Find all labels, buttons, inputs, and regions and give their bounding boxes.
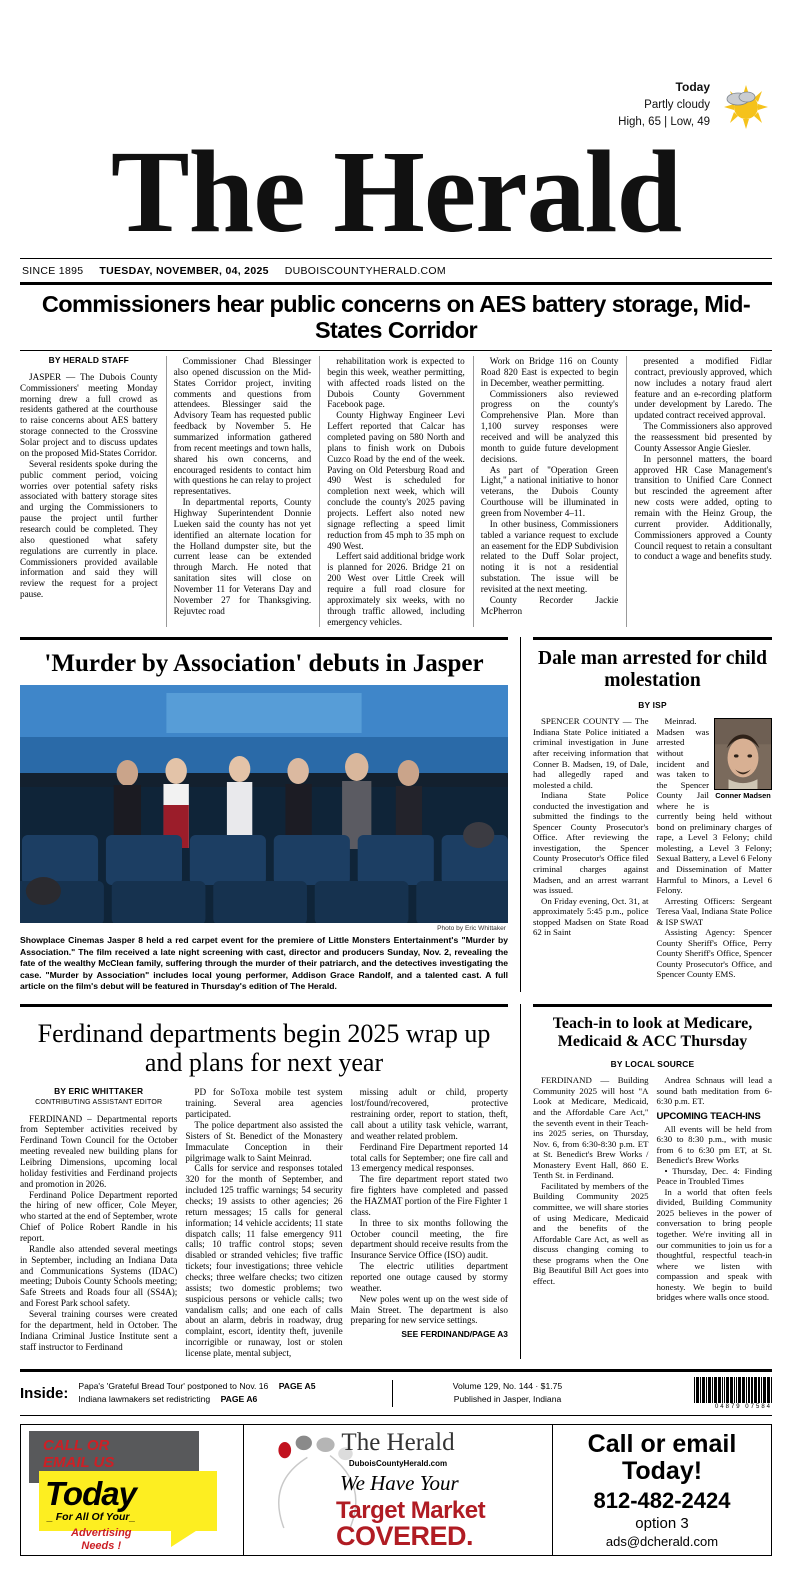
paragraph: The police department also assisted the Sisters of St. Benedict of the Monastery Immaculate Conception in their pilgrimage walk to Saint Meinrad.	[185, 1120, 343, 1163]
weather-condition: Partly cloudy	[644, 98, 710, 111]
ad-forall-text: _ For All Of Your_	[47, 1510, 136, 1523]
paragraph: County Recorder Jackie McPherron	[480, 594, 619, 616]
teachin-column-2	[657, 1075, 773, 1302]
paragraph: Meinrad. Madsen was arrested without incident and was taken to the Spencer County Jail where he is currently being held without bond on preliminary charges of rape, a Level 3 Felony; child molesting, a Level 3 Felony; Sexual Battery, a Level 6 Felony and Dissemination of Matter Harmful to Minors, a Level 6 Felony.	[656, 716, 772, 896]
paragraph: Ferdinand Police Department reported the hiring of new officer, Cole Meyer, who started at the end of September, wrote Chief of Police Robert Randle in his report.	[20, 1189, 178, 1244]
lead-story-columns	[20, 356, 772, 627]
inside-item-page: PAGE A5	[278, 1381, 316, 1392]
lead-column-3	[319, 356, 465, 627]
ad-left-panel	[21, 1425, 243, 1555]
teachin-byline: BY LOCAL SOURCE	[610, 1059, 695, 1070]
ad-target-market-text: Target Market	[336, 1496, 486, 1524]
lead-byline: BY HERALD STAFF	[48, 355, 129, 365]
paragraph: Several residents spoke during the public comment period, voicing worries over potential safety risks associated with battery storage sites and urging the Commissioners to pause the project until further research could be completed. They also questioned what safety regulations are currently in place. Commissioners provided available information and said they will review the request for a project pause.	[20, 458, 158, 600]
theater-premiere-photo	[20, 685, 508, 923]
since-label: SINCE 1895	[22, 265, 84, 278]
masthead-title: The Herald	[110, 126, 682, 258]
inside-item-text: Papa's 'Grateful Bread Tour' postponed to Nov. 16	[78, 1381, 269, 1392]
paragraph: PD for SoToxa mobile test system training. Several area agencies participated.	[185, 1087, 343, 1120]
feature-headline[interactable]: 'Murder by Association' debuts in Jasper	[44, 650, 484, 678]
ad-call-us-line2: EMAIL US	[43, 1454, 115, 1472]
paragraph: Work on Bridge 116 on County Road 820 East is expected to begin in December, weather permitting.	[480, 356, 619, 388]
dateline-bar	[20, 259, 772, 282]
feature-photo	[20, 685, 508, 923]
ferdinand-rule	[20, 1004, 508, 1007]
ferdinand-columns	[20, 1087, 508, 1358]
inside-item-page: PAGE A6	[220, 1394, 258, 1405]
publication-date: TUESDAY, NOVEMBER, 04, 2025	[99, 265, 269, 278]
ad-call-email-line2: Today!	[621, 1456, 703, 1485]
paragraph: In personnel matters, the board approved HR Case Management's transition to Unified Care Connect but rescinded the agreement after new costs were added, opting to remain with the Heinz Group, the current provider. Additionally, Commissioners approved a County Council request to retain a consultant to conduct a wage and benefits study.	[634, 453, 772, 562]
ad-option-text: option 3	[635, 1514, 689, 1532]
ad-covered-text: COVERED.	[336, 1520, 474, 1551]
arrest-headline[interactable]: Dale man arrested for child molestation	[538, 648, 767, 691]
paragraph: Commissioner Chad Blessinger also opened discussion on the Mid-States Corridor project, inviting comments and questions from attendees. Blessinger said the Advisory Team has requested public feedback by November 5. He summarized information gathered from recent meetings and town halls, shared his own concerns, and encouraged residents to contact him with questions he can relay to project representatives.	[173, 356, 312, 497]
paragraph: • Thursday, Dec. 4: Finding Peace in Troubled Times	[656, 1165, 772, 1187]
photo-credit: Photo by Eric Whittaker	[437, 925, 506, 933]
ad-phone-number[interactable]: 812-482-2424	[593, 1487, 731, 1513]
teachin-story	[520, 1004, 772, 1359]
conner-madsen-mugshot	[715, 719, 771, 789]
paragraph: Indiana State Police conducted the investigation and submitted the findings to the Spencer County Prosecutor's Office. After reviewing the investigation, the Spencer County Prosecutor's Office filed criminal charges against Madsen, and an arrest warrant was issued.	[533, 790, 649, 896]
paragraph: The electric utilities department reported one outage caused by stormy weather.	[350, 1261, 508, 1293]
mugshot-block	[714, 718, 772, 801]
ferdinand-column-2	[185, 1087, 342, 1358]
website-url[interactable]: DUBOISCOUNTYHERALD.COM	[284, 265, 446, 278]
ferdinand-column-1	[20, 1087, 177, 1358]
ferdinand-story	[20, 1004, 520, 1359]
paragraph: County Highway Engineer Levi Leffert reported that Calcar has completed paving on 580 North and plans to finish work on Dubois Cuzco Road by the end of the week. Paving on Old Petersburg Road and 490 West is scheduled for completion next week, which will conclude the county's 2025 paving projects. Leffert also noted new signage reflecting a speed limit reduction from 45 mph to 35 mph on 490 West.	[327, 410, 465, 551]
lead-column-5	[626, 356, 772, 627]
paragraph: On Friday evening, Oct. 31, at approximately 5:45 p.m., police stopped Madsen on State Road 62 in Saint	[533, 895, 649, 938]
issue-info	[392, 1380, 622, 1407]
inside-bar	[20, 1369, 772, 1416]
mugshot-name: Conner Madsen	[715, 791, 771, 801]
ad-url[interactable]: DuboisCountyHerald.com	[348, 1458, 448, 1468]
paragraph: FERDINAND — Building Community 2025 will host "A Look at Medicare, Medicaid, and the Affordable Care Act," the seventh event in their Teach-ins 2025 series, on Thursday, Nov. 6, from 6:30-8:30 p.m. ET at St. Benedict's Brew Works / Monastery Event Hall, 860 E. Tenth St. in Ferdinand.	[533, 1075, 649, 1181]
paragraph: The fire department report stated two fire fighters have completed and passed the HAZMAT portion of the Fire Fighter 1 class.	[350, 1174, 508, 1217]
ad-herald-logo: The Herald	[341, 1428, 455, 1456]
teachin-column-1	[533, 1075, 649, 1302]
lead-column-1	[20, 356, 158, 627]
lead-headline[interactable]: Commissioners hear public concerns on AES battery storage, Mid-States Corridor	[41, 291, 751, 344]
paragraph: Randle also attended several meetings in September, including an Indiana Data and Communications Systems (IDAC) meeting; Dubois County Schools meeting; Safe Streets and Roads four all (SS4A); and Forest Park school safety.	[20, 1243, 178, 1309]
ad-call-email-line1: Call or email	[587, 1429, 737, 1458]
paragraph: rehabilitation work is expected to begin this week, weather permitting, with affected roads listed on the Dubois County Government Facebook page.	[327, 356, 465, 410]
paragraph: JASPER — The Dubois County Commissioners' meeting Monday morning drew a full crowd as residents gathered at the courthouse to raise concerns about AES battery storage connected to the Crossvine Solar project and to discuss updates on the proposed Mid-States Corridor.	[20, 371, 158, 458]
weather-temps: High, 65 | Low, 49	[618, 116, 710, 129]
paragraph: The Commissioners also approved the reassessment bid presented by County Assessor Angie Giesler.	[634, 421, 772, 453]
arrest-columns	[533, 716, 772, 980]
paragraph: Andrea Schnaus will lead a sound bath meditation from 6-6:30 p.m. ET.	[656, 1075, 772, 1107]
teachin-columns	[533, 1075, 772, 1302]
paragraph: All events will be held from 6:30 to 8:30 p.m., with music from 6 to 6:30 pm ET, at St. Benedict's Brew Works	[656, 1123, 772, 1166]
ad-needs-line2: Needs !	[81, 1540, 122, 1553]
ad-middle-panel	[243, 1425, 553, 1555]
paragraph: Assisting Agency: Spencer County Sheriff's Office, Perry County Sheriff's Office, Spencer County Prosecutor's Office, and Spencer County EMS.	[656, 927, 772, 980]
inside-label: Inside:	[20, 1384, 69, 1402]
arrest-column-2	[657, 716, 773, 980]
lead-headline-rule	[20, 350, 772, 351]
published-info: Published in Jasper, Indiana	[453, 1394, 562, 1405]
photo-caption: Showplace Cinemas Jasper 8 held a red carpet event for the premiere of Little Monsters Entertainment's "Murder by Association." The film received a late night screening with cast, director and producers Sunday, Nov. 2, revealing the fate of the wealthy McClean family, suffering through the murder of their patriarch, and the detectives investigating the case. "Murder by Association" includes local young performer, Addison Grace Randolf, and a talented cast. A full article on the film's debut will be featured in Thursday's edition of The Herald.	[20, 935, 508, 991]
paragraph: In a world that often feels divided, Building Community 2025 believes in the power of conversation to bring people together. We're inviting all in our communities to join us for a thoughtful, respectful teach-in where we listen with compassion and speak with honesty. We begin to build bridges where walls once stood.	[656, 1186, 772, 1303]
paragraph: Several training courses were created for the department, held in October. The Indiana Criminal Justice Institute sent a staff instructor to Ferdinand	[20, 1309, 178, 1352]
paragraph: In other business, Commissioners tabled a variance request to exclude an easement for the EDP Subdivision related to the Duff Solar project, noting it is not a residential substation. The issue will be revisited at the next meeting.	[480, 518, 619, 595]
ferdinand-jump-line[interactable]: SEE FERDINAND/PAGE A3	[401, 1329, 508, 1340]
weather-widget	[20, 0, 772, 132]
arrest-column-1	[533, 716, 649, 980]
arrest-rule	[533, 637, 772, 640]
inside-item-text: Indiana lawmakers set redistricting	[78, 1394, 211, 1405]
paragraph: Arresting Officers: Sergeant Teresa Vaal, Indiana State Police & ISP SWAT	[656, 895, 772, 927]
weather-text	[618, 78, 710, 132]
feature-story	[20, 637, 520, 992]
feature-rule	[20, 637, 508, 640]
masthead	[20, 126, 772, 258]
paragraph: missing adult or child, property lost/found/recovered, protective restraining order, report to station, theft, call about a utility task vehicle, warrant, and weather related problem.	[350, 1087, 508, 1141]
ad-needs-line1: Advertising	[71, 1526, 132, 1539]
ad-today-text: Today	[45, 1474, 136, 1512]
paragraph: In three to six months following the October council meeting, the fire department should receive results from the Insurance Service Office (ISO) audit.	[350, 1217, 508, 1261]
lower-section	[20, 1004, 772, 1359]
ferdinand-headline[interactable]: Ferdinand departments begin 2025 wrap up and plans for next year	[37, 1019, 491, 1078]
partly-sunny-icon	[716, 79, 772, 131]
ad-yellow-tail	[171, 1529, 199, 1547]
inside-item[interactable]	[78, 1393, 392, 1406]
paragraph: FERDINAND – Departmental reports from September activities received by Ferdinand Town Council for the October meeting revealed new building plans for Leibring Dimensions, upcoming local holiday festivities and Ferdinand projects and promotion in 2026.	[20, 1113, 178, 1189]
ad-wehaveyour-text: We Have Your	[340, 1470, 459, 1495]
ad-needs-text	[71, 1527, 132, 1553]
paragraph: Ferdinand Fire Department reported 14 total calls for September; one fire call and 13 emergency medical responses.	[350, 1141, 508, 1174]
paragraph: In departmental reports, County Highway Superintendent Donnie Lueken said the county has not yet identified an alternate location for the Holland dumpster site, but the current lease can be extended through March. He noted that sanitation sites will close on November 11 for Veterans Day and November 27 for Thanksgiving. Rejuvtec road	[173, 497, 312, 616]
mugshot-photo	[714, 718, 772, 790]
inside-item[interactable]	[78, 1380, 392, 1393]
barcode	[694, 1377, 772, 1403]
ferdinand-byline: BY ERIC WHITTAKER	[54, 1086, 144, 1097]
ad-email-address[interactable]: ads@dcherald.com	[605, 1533, 719, 1549]
arrest-byline: BY ISP	[638, 700, 667, 711]
inside-items	[78, 1380, 392, 1407]
teachin-subhead: UPCOMING TEACH-INS	[656, 1111, 761, 1123]
volume-info: Volume 129, No. 144 · $1.75	[452, 1381, 563, 1392]
mid-section	[20, 637, 772, 992]
advertisement[interactable]	[20, 1424, 772, 1556]
paragraph: Calls for service and responses totaled 320 for the month of September, and included 125 traffic warnings; 54 security checks; 19 assists to other agencies; 26 return messages; 15 calls for general information; 14 vehicle accidents; 11 state dispatch calls; 11 false emergency 911 calls; 10 traffic control stops; seven disabled or stranded vehicles; five traffic tickets; four investigations; three vehicle checks; three welfare checks; two citizen assists; two domestic problems; two suspicious persons or vehicle calls; two vandalism calls; and one each of calls about an alarm, debris in roadway, drug complaint, escort, identity theft, juvenile incorrigible or runaway, lost or stolen license plate, mental subject,	[185, 1163, 343, 1359]
paragraph: Facilitated by members of the Building Community 2025 committee, we will share stories of using Medicare, Medicaid and the benefits of the Affordable Care Act, as well as discuss changing coming to these programs when the One Big Beautiful Bill Act goes into effect.	[533, 1180, 649, 1286]
barcode-number: 04879 07584	[714, 1403, 772, 1410]
teachin-rule	[533, 1004, 772, 1007]
ad-call-us-line1: CALL OR	[43, 1436, 110, 1454]
teachin-headline[interactable]: Teach-in to look at Medicare, Medicaid & ACC Thursday	[552, 1015, 753, 1050]
paragraph: Commissioners also reviewed progress on the county's Comprehensive Plan. More than 1,100 survey responses were received and will be analyzed this month to guide future development decisions.	[480, 388, 619, 464]
ferdinand-column-3	[351, 1087, 508, 1358]
paragraph: As part of "Operation Green Light," a national initiative to honor veterans, the Dubois County Courthouse will be illuminated in green from November 4–11.	[480, 464, 619, 519]
ferdinand-byline-sub: CONTRIBUTING ASSISTANT EDITOR	[35, 1099, 163, 1107]
arrest-story	[520, 637, 772, 992]
paragraph: SPENCER COUNTY — The Indiana State Police initiated a criminal investigation in June after receiving information that Conner B. Madsen, 19, of Dale, had allegedly raped and molested a child.	[533, 716, 649, 790]
ad-right-panel	[553, 1425, 771, 1555]
lead-column-2	[166, 356, 312, 627]
paragraph: presented a modified Fidlar contract, previously approved, which now includes a notary fraud alert feature and an e-recording platform under development by Laredo. The updated contract received approval.	[634, 356, 772, 421]
paragraph: Leffert said additional bridge work is planned for 2026. Bridge 21 on 200 West over Little Creek will require a full road closure for approximately six weeks, with no through traffic allowed, including emergency vehicles.	[327, 551, 465, 627]
weather-day-label: Today	[675, 80, 710, 94]
ad-call-us-text	[43, 1437, 114, 1472]
barcode-block	[622, 1377, 772, 1410]
lead-column-4	[473, 356, 619, 627]
paragraph: New poles went up on the west side of Main Street. The department is also preparing for new service settings.	[350, 1293, 508, 1326]
